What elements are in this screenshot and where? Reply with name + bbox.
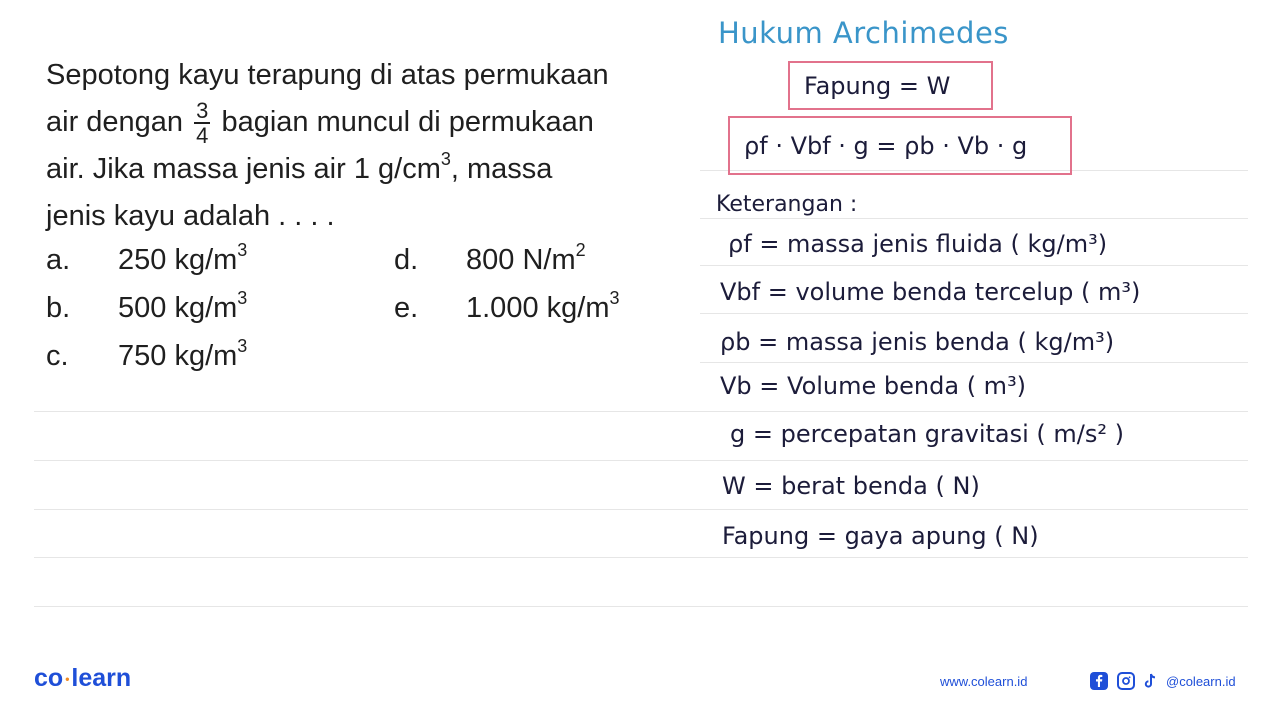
option-letter: e.: [394, 292, 419, 324]
superscript: 3: [237, 240, 248, 261]
tiktok-icon[interactable]: [1142, 672, 1160, 690]
ruled-line: [700, 362, 1248, 363]
question-fragment: , massa: [450, 153, 553, 185]
ruled-line: [34, 557, 1248, 558]
ruled-line: [700, 313, 1248, 314]
colearn-logo: [34, 664, 131, 693]
note-item: g = percepatan gravitasi ( m/s² ): [730, 420, 1124, 448]
facebook-icon[interactable]: [1090, 672, 1108, 690]
note-item: W = berat benda ( N): [722, 472, 980, 500]
superscript: 3: [440, 149, 451, 170]
social-handle[interactable]: @colearn.id: [1166, 674, 1236, 689]
formula-text: ρf · Vbf · g = ρb · Vb · g: [744, 131, 1028, 160]
question-line: jenis kayu adalah . . . .: [46, 200, 335, 232]
formula-box-buoyant-force: [788, 61, 993, 110]
formula-box-archimedes: [728, 116, 1072, 175]
question-text: [46, 52, 691, 240]
question-fragment: bagian muncul di permukaan: [221, 106, 594, 138]
notes-title: Hukum Archimedes: [718, 16, 1009, 50]
option-letter: b.: [46, 292, 71, 324]
ruled-line: [700, 218, 1248, 219]
ruled-line: [34, 606, 1248, 607]
option-c[interactable]: [46, 332, 247, 380]
option-text: 750 kg/m: [118, 340, 238, 372]
ruled-line: [34, 411, 1248, 412]
option-text: 500 kg/m: [118, 292, 238, 324]
superscript: 3: [237, 336, 248, 357]
keterangan-label: Keterangan :: [716, 192, 858, 217]
option-d[interactable]: [394, 236, 586, 284]
instagram-icon[interactable]: [1117, 672, 1135, 690]
note-item: Fapung = gaya apung ( N): [722, 522, 1039, 550]
option-text: 1.000 kg/m: [466, 292, 610, 324]
superscript: 3: [609, 288, 620, 309]
option-b[interactable]: [46, 284, 247, 332]
option-text: 800 N/m: [466, 244, 576, 276]
note-item: ρf = massa jenis fluida ( kg/m³): [728, 230, 1108, 258]
question-line: [46, 146, 691, 193]
fraction-denominator: 4: [196, 122, 209, 148]
option-a[interactable]: [46, 236, 247, 284]
ruled-line: [34, 509, 1248, 510]
ruled-line: [700, 265, 1248, 266]
formula-text: Fapung = W: [804, 71, 951, 100]
website-link[interactable]: www.colearn.id: [940, 674, 1028, 689]
note-item: ρb = massa jenis benda ( kg/m³): [720, 328, 1115, 356]
fraction-numerator: 3: [196, 97, 209, 123]
logo-text: learn: [71, 664, 132, 692]
logo-text: co: [34, 664, 64, 692]
option-e[interactable]: [394, 284, 620, 332]
option-letter: a.: [46, 244, 71, 276]
question-fragment: air. Jika massa jenis air 1 g/cm: [46, 153, 441, 185]
superscript: 2: [575, 240, 586, 261]
fraction: [194, 97, 210, 148]
question-line: [46, 99, 691, 146]
question-fragment: air dengan: [46, 106, 184, 138]
option-letter: c.: [46, 340, 69, 372]
question-line: Sepotong kayu terapung di atas permukaan: [46, 59, 609, 91]
option-letter: d.: [394, 244, 419, 276]
superscript: 3: [237, 288, 248, 309]
ruled-line: [34, 460, 1248, 461]
note-item: Vbf = volume benda tercelup ( m³): [720, 278, 1141, 306]
logo-dot: •: [65, 672, 70, 687]
note-item: Vb = Volume benda ( m³): [720, 372, 1027, 400]
option-text: 250 kg/m: [118, 244, 238, 276]
